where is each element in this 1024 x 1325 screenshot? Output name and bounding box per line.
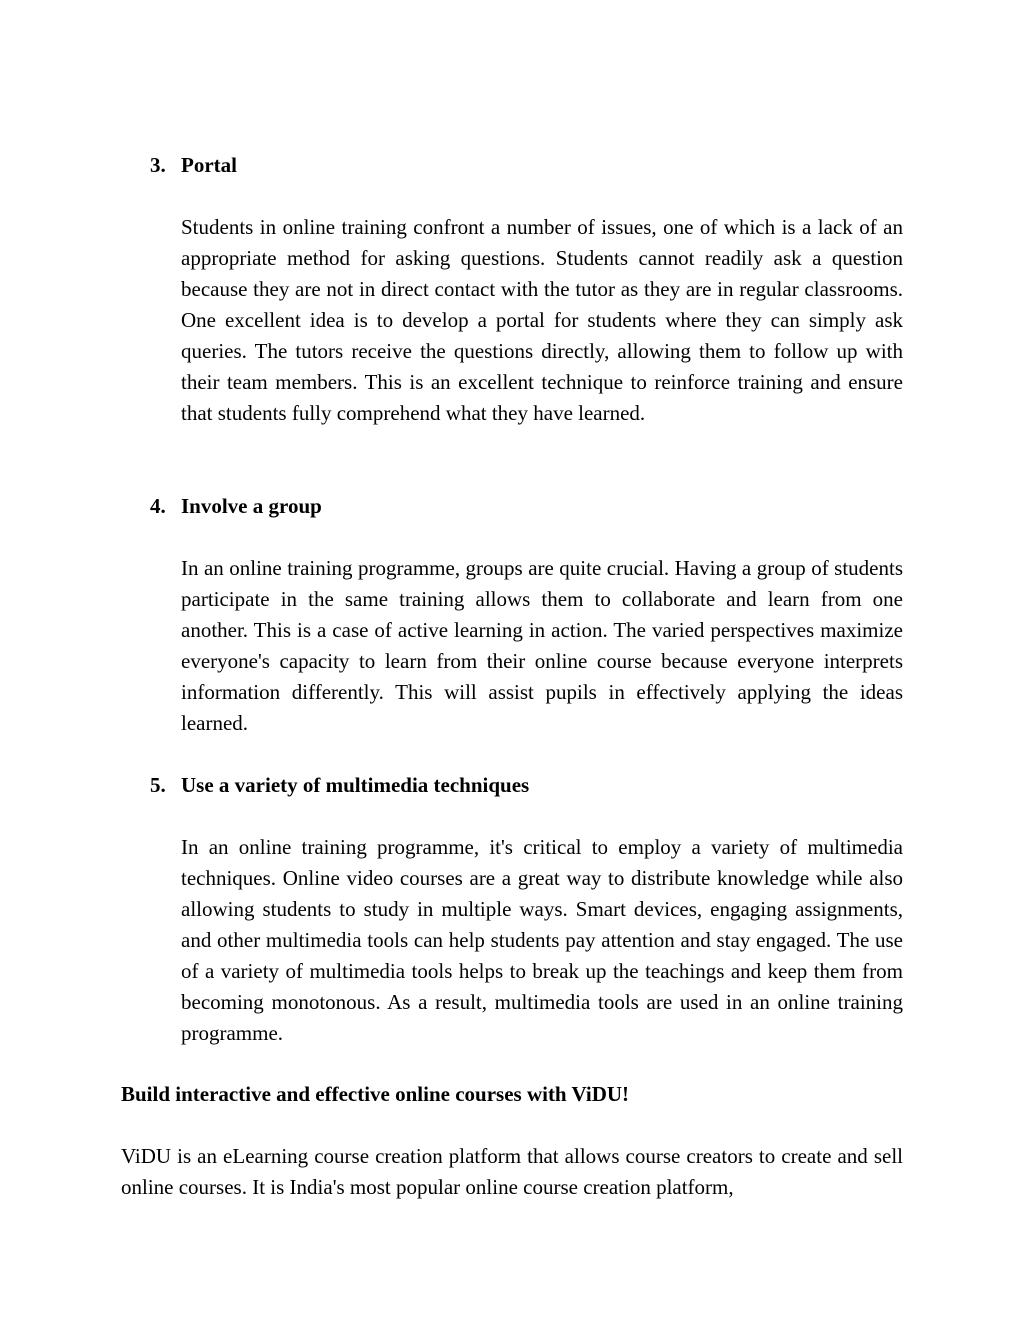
item-3-number: 3. — [150, 153, 166, 177]
item-3-heading — [150, 150, 237, 181]
section-body: ViDU is an eLearning course creation platform that allows course creators to create and sell online courses. It is India's most popular online course creation platform, — [121, 1144, 903, 1199]
item-3-title: Portal — [181, 153, 237, 177]
item-5-number: 5. — [150, 773, 166, 797]
item-4-number: 4. — [150, 494, 166, 518]
item-4-heading — [150, 491, 322, 522]
item-4-body: In an online training programme, groups are quite crucial. Having a group of students participate in the same training allows them to collaborate and learn from one another. This is a case of active learning in action. The varied perspectives maximize everyone's capacity to learn from their online course because everyone interprets information differently. This will assist pupils in effectively applying the ideas learned. — [181, 556, 903, 735]
section-heading: Build interactive and effective online courses with ViDU! — [121, 1082, 630, 1106]
item-4-title: Involve a group — [181, 494, 322, 518]
item-5-heading — [150, 770, 529, 801]
item-3-body: Students in online training confront a number of issues, one of which is a lack of an appropriate method for asking questions. Students cannot readily ask a question because they are not in direct contact with the tutor as they are in regular classrooms. One excellent idea is to develop a portal for students where they can simply ask queries. The tutors receive the questions directly, allowing them to follow up with their team members. This is an excellent technique to reinforce training and ensure that students fully comprehend what they have learned. — [181, 215, 903, 425]
item-5-title: Use a variety of multimedia techniques — [181, 773, 530, 797]
item-5-body: In an online training programme, it's critical to employ a variety of multimedia techniques. Online video courses are a great way to distribute knowledge while also allowing students to study in multiple ways. Smart devices, engaging assignments, and other multimedia tools can help students pay attention and stay engaged. The use of a variety of multimedia tools helps to break up the teachings and keep them from becoming monotonous. As a result, multimedia tools are used in an online training programme. — [181, 835, 903, 1045]
